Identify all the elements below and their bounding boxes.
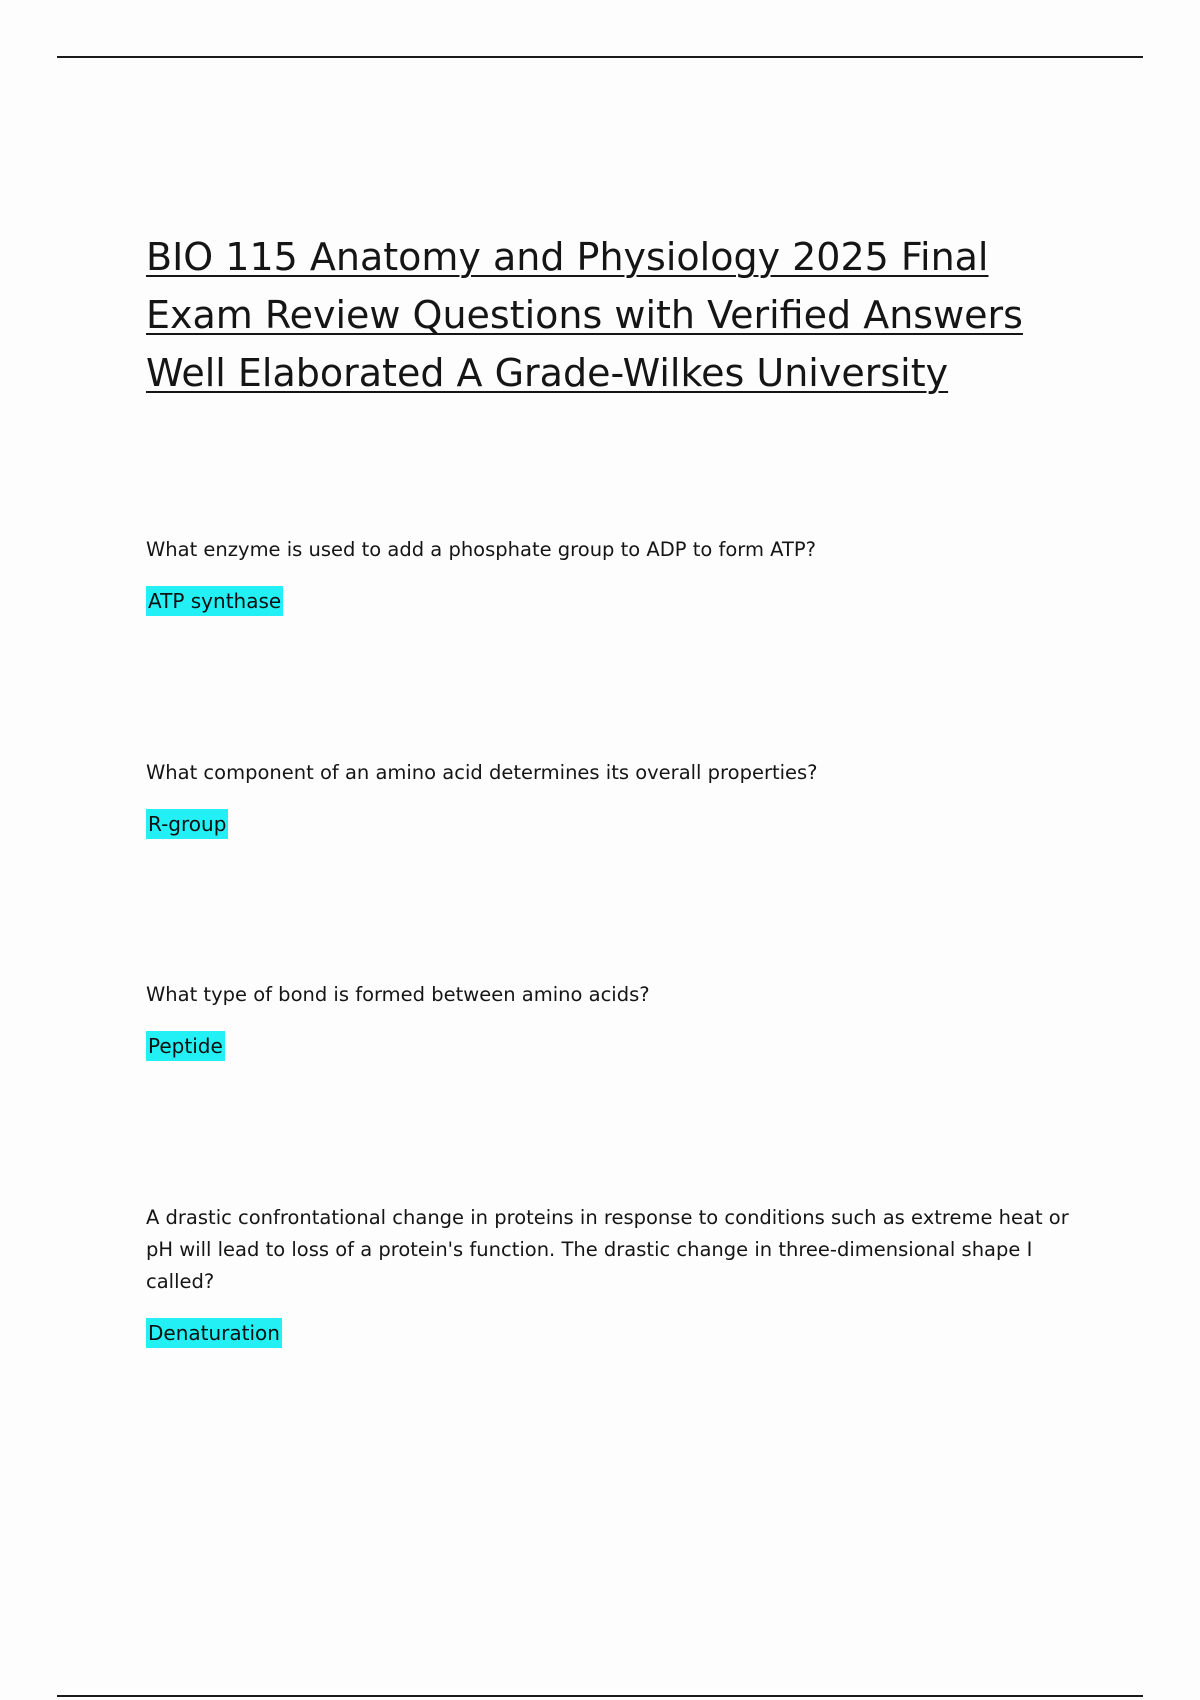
qa-item [146, 534, 1096, 616]
qa-item [146, 757, 1096, 839]
answer-highlight: ATP synthase [146, 586, 283, 616]
answer-highlight: R-group [146, 809, 228, 839]
question-text: What component of an amino acid determines its overall properties? [146, 761, 818, 784]
qa-item [146, 979, 1096, 1061]
bottom-divider [57, 1695, 1143, 1697]
answer-highlight: Peptide [146, 1031, 225, 1061]
question-text: What type of bond is formed between amino acids? [146, 983, 650, 1006]
top-divider [57, 56, 1143, 58]
answer-highlight: Denaturation [146, 1318, 282, 1348]
question-text: What enzyme is used to add a phosphate group to ADP to form ATP? [146, 538, 817, 561]
question-text: A drastic confrontational change in proteins in response to conditions such as extreme heat or pH will lead to loss of a protein's function. The drastic change in three-dimensional shape I called? [146, 1206, 1069, 1293]
document-title: BIO 115 Anatomy and Physiology 2025 Final Exam Review Questions with Verified Answers Well Elaborated A Grade-Wilkes University [146, 235, 1023, 395]
qa-item [146, 1202, 1096, 1348]
